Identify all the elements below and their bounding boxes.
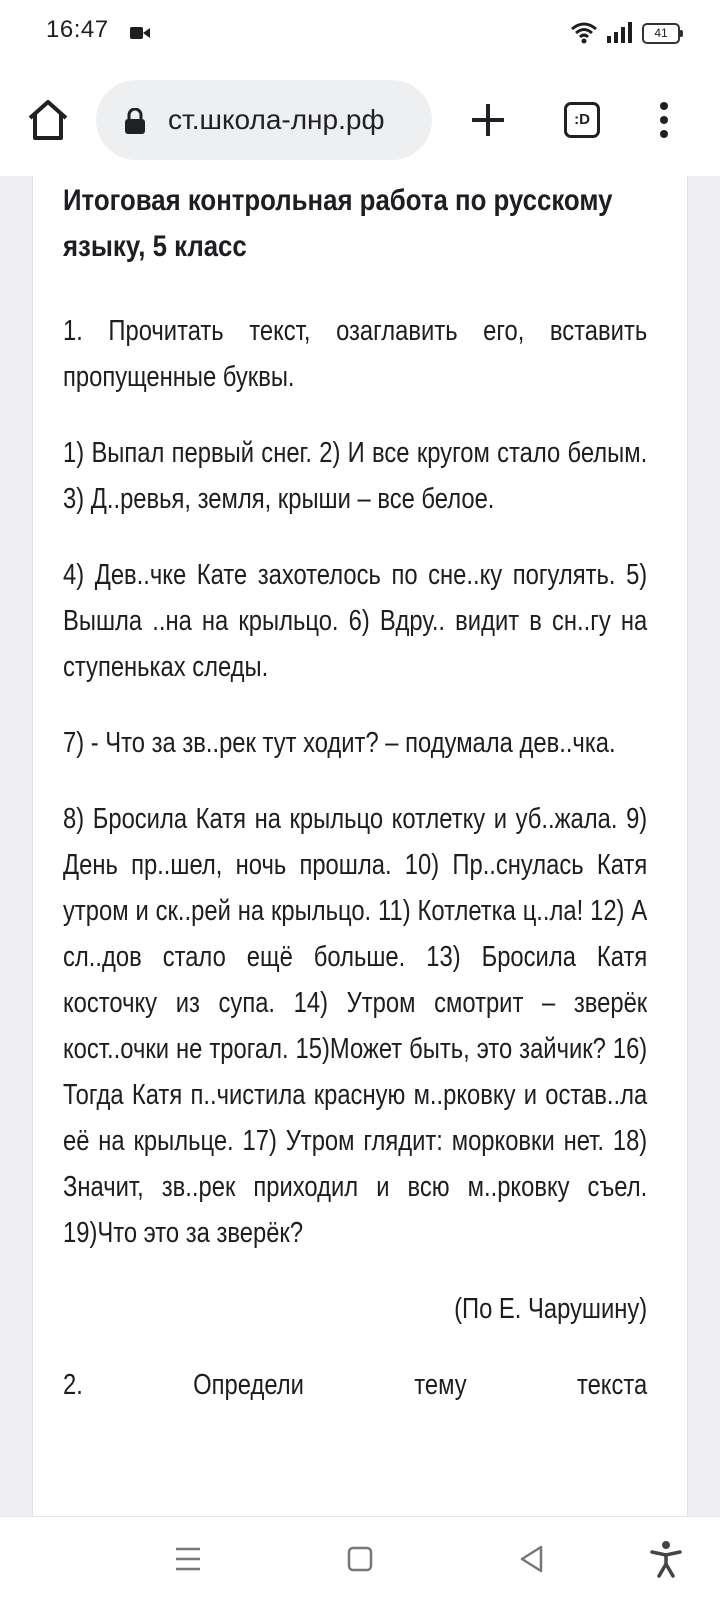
signal-icon [606,22,634,44]
menu-icon[interactable] [168,1539,208,1579]
back-triangle-icon[interactable] [512,1539,552,1579]
task-1: 1. Прочитать текст, озаглавить его, вставить пропущенные буквы. [63,315,648,393]
tabs-button[interactable]: :D [564,102,600,138]
plus-icon[interactable] [466,98,510,142]
status-icons [570,18,680,48]
text-paragraph-2: 4) Дев..чке Кате захотелось по сне..ку погулять. 5) Вышла ..на на крыльцо. 6) Вдру.. видит в сн..гу на ступеньках следы. [63,559,648,683]
text-paragraph-4: 8) Бросила Катя на крыльцо котлетку и уб..жала. 9) День пр..шел, ночь прошла. 10) Пр..снулась Катя утром и ск..рей на крыльцо. 11) Котлетка ц..ла! 12) А сл..дов стало ещё больше. 13) Бросила Катя косточку из супа. 14) Утром смотрит – зверёк кост..очки не трогал. 15)Может быть, это зайчик? 16) Тогда Катя п..чистила красную м..рковку и остав..ла её на крыльце. 17) Утром глядит: морковки нет. 18) Значит, зв..рек приходил и всю м..рковку съел. 19)Что это за зверёк? [63,803,648,1249]
browser-toolbar [0,64,720,176]
home-icon[interactable] [24,96,72,144]
address-bar[interactable] [96,80,432,160]
web-content[interactable] [0,176,720,1516]
document-title: Итоговая контрольная работа по русскому языку, 5 класс [63,184,613,263]
status-bar [0,0,720,64]
text-paragraph-1: 1) Выпал первый снег. 2) И все кругом стало белым. 3) Д..ревья, земля, крыши – все белое. [63,437,648,515]
battery-indicator: 41 [642,23,680,44]
text-source: (По Е. Чарушину) [454,1293,648,1325]
task-2: 2. Определи тему текста [63,1369,648,1401]
system-nav-bar [0,1516,720,1601]
accessibility-icon[interactable] [646,1539,686,1579]
video-camera-icon [130,26,150,40]
square-icon[interactable] [340,1539,380,1579]
wifi-icon [570,22,598,44]
document-card [32,176,688,1516]
lock-icon [124,108,146,134]
text-paragraph-3: 7) - Что за зв..рек тут ходит? – подумала дев..чка. [63,727,616,759]
status-time: 16:47 [46,16,109,43]
more-vert-icon[interactable] [648,98,680,142]
url-text[interactable]: ст.школа-лнр.рф [168,104,385,135]
